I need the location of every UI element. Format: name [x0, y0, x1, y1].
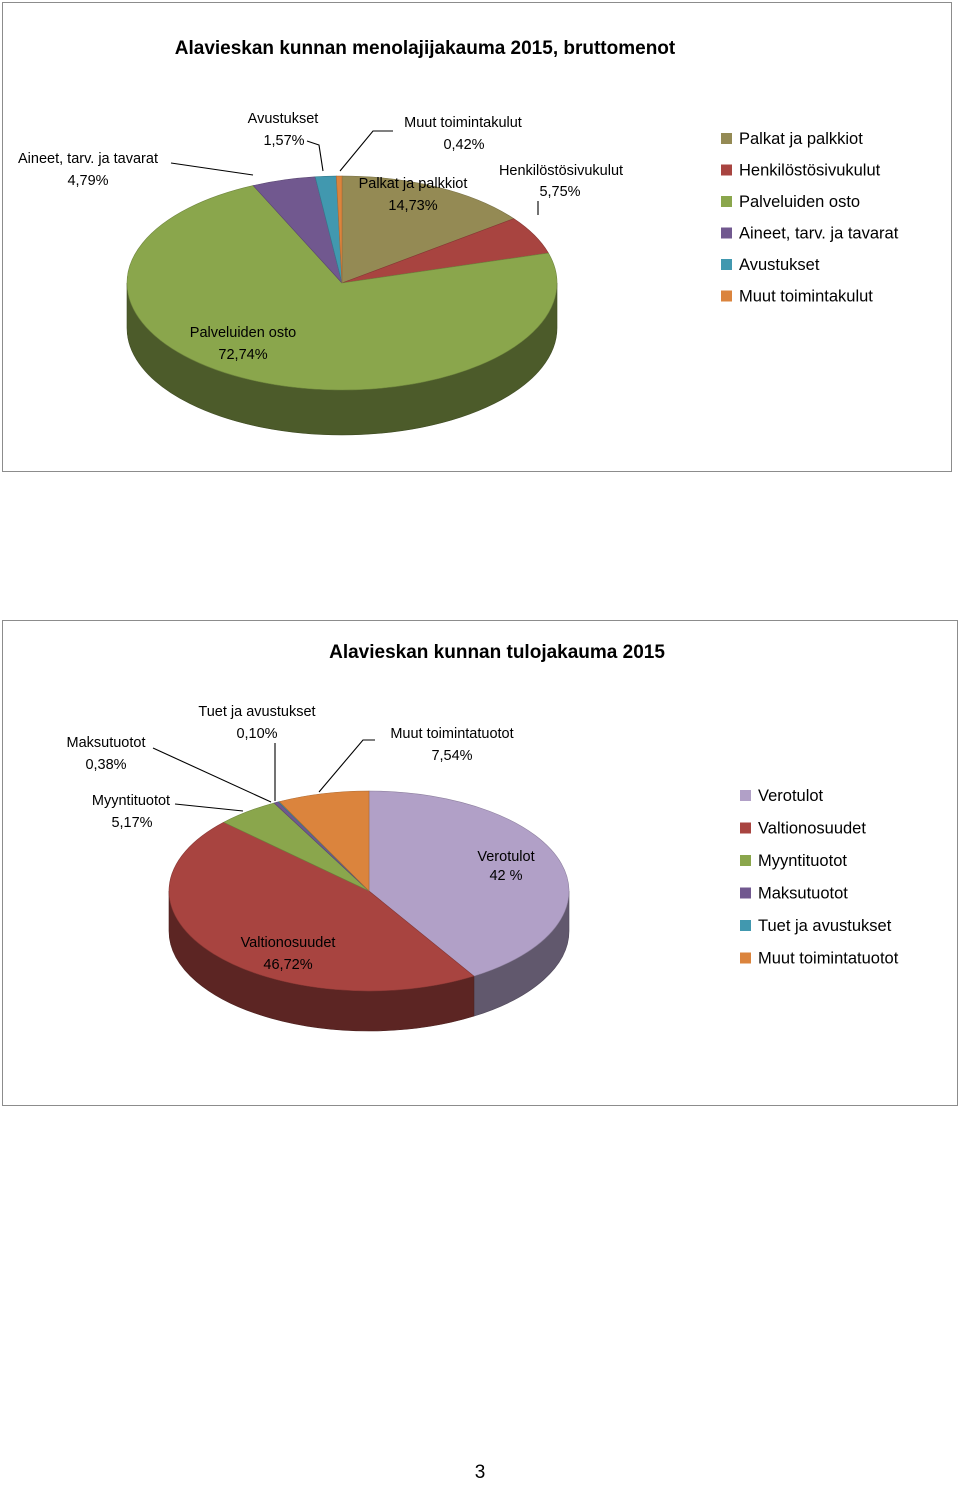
- data-label-category: Maksutuotot: [66, 735, 146, 751]
- data-label-value: 42 %: [489, 868, 523, 884]
- legend-item: Palveluiden osto: [739, 193, 861, 211]
- data-label-value: 1,57%: [263, 133, 305, 149]
- data-label-value: 7,54%: [431, 748, 473, 764]
- legend-swatch: [721, 165, 732, 176]
- data-label-category: Muut toimintakulut: [404, 115, 522, 131]
- leader-line: [175, 804, 243, 811]
- income-chart-frame: [2, 620, 958, 1106]
- expense-pie-chart: [3, 3, 953, 473]
- legend-swatch: [740, 953, 751, 964]
- legend-item: Tuet ja avustukset: [758, 917, 892, 935]
- legend-swatch: [740, 888, 751, 899]
- legend-swatch: [740, 920, 751, 931]
- legend-swatch: [740, 855, 751, 866]
- data-label-value: 72,74%: [218, 347, 268, 363]
- expense-chart-frame: [2, 2, 952, 472]
- data-label-category: Avustukset: [247, 111, 319, 127]
- data-label-category: Aineet, tarv. ja tavarat: [18, 151, 158, 167]
- legend: [721, 130, 899, 306]
- legend: [740, 787, 899, 968]
- legend-item: Valtionosuudet: [758, 819, 866, 838]
- data-label-value: 4,79%: [67, 173, 109, 189]
- legend-item: Muut toimintakulut: [739, 287, 873, 306]
- legend-swatch: [721, 228, 732, 239]
- data-label-category: Verotulot: [477, 849, 535, 865]
- pie-slices: [127, 176, 557, 435]
- chart-title: Alavieskan kunnan menolajijakauma 2015, bruttomenot: [174, 38, 676, 59]
- legend-item: Aineet, tarv. ja tavarat: [739, 224, 899, 243]
- leader-line: [171, 163, 253, 175]
- income-pie-chart: [3, 621, 959, 1107]
- data-label-category: Palkat ja palkkiot: [358, 176, 468, 192]
- legend-swatch: [721, 291, 732, 302]
- legend-swatch: [740, 823, 751, 834]
- legend-swatch: [721, 259, 732, 270]
- data-label-value: 46,72%: [263, 957, 313, 973]
- chart-title: Alavieskan kunnan tulojakauma 2015: [329, 642, 665, 663]
- data-label-value: 5,75%: [539, 184, 581, 200]
- data-label-value: 0,42%: [443, 137, 485, 153]
- data-label-value: 5,17%: [111, 815, 153, 831]
- data-label-category: Henkilöstösivukulut: [498, 163, 624, 179]
- legend-item: Verotulot: [758, 787, 824, 805]
- legend-item: Myyntituotot: [758, 852, 847, 870]
- legend-swatch: [740, 790, 751, 801]
- leader-line: [340, 131, 393, 171]
- legend-item: Henkilöstösivukulut: [739, 161, 881, 180]
- legend-item: Muut toimintatuotot: [758, 949, 899, 968]
- legend-item: Maksutuotot: [758, 884, 848, 903]
- data-label-value: 0,10%: [236, 726, 278, 742]
- leader-line: [153, 748, 271, 802]
- legend-swatch: [721, 133, 732, 144]
- legend-swatch: [721, 196, 732, 207]
- leader-line: [319, 740, 375, 792]
- data-label-category: Palveluiden osto: [189, 325, 297, 341]
- data-label-category: Tuet ja avustukset: [198, 704, 316, 720]
- data-label-category: Muut toimintatuotot: [390, 726, 514, 742]
- data-label-value: 0,38%: [85, 757, 127, 773]
- legend-item: Avustukset: [739, 256, 820, 274]
- data-label-category: Valtionosuudet: [240, 935, 336, 951]
- legend-item: Palkat ja palkkiot: [739, 130, 863, 148]
- data-label-category: Myyntituotot: [91, 793, 171, 809]
- pie-slices: [169, 791, 569, 1031]
- data-label-value: 14,73%: [388, 198, 438, 214]
- leader-line: [307, 141, 323, 171]
- page-number: 3: [474, 1462, 486, 1483]
